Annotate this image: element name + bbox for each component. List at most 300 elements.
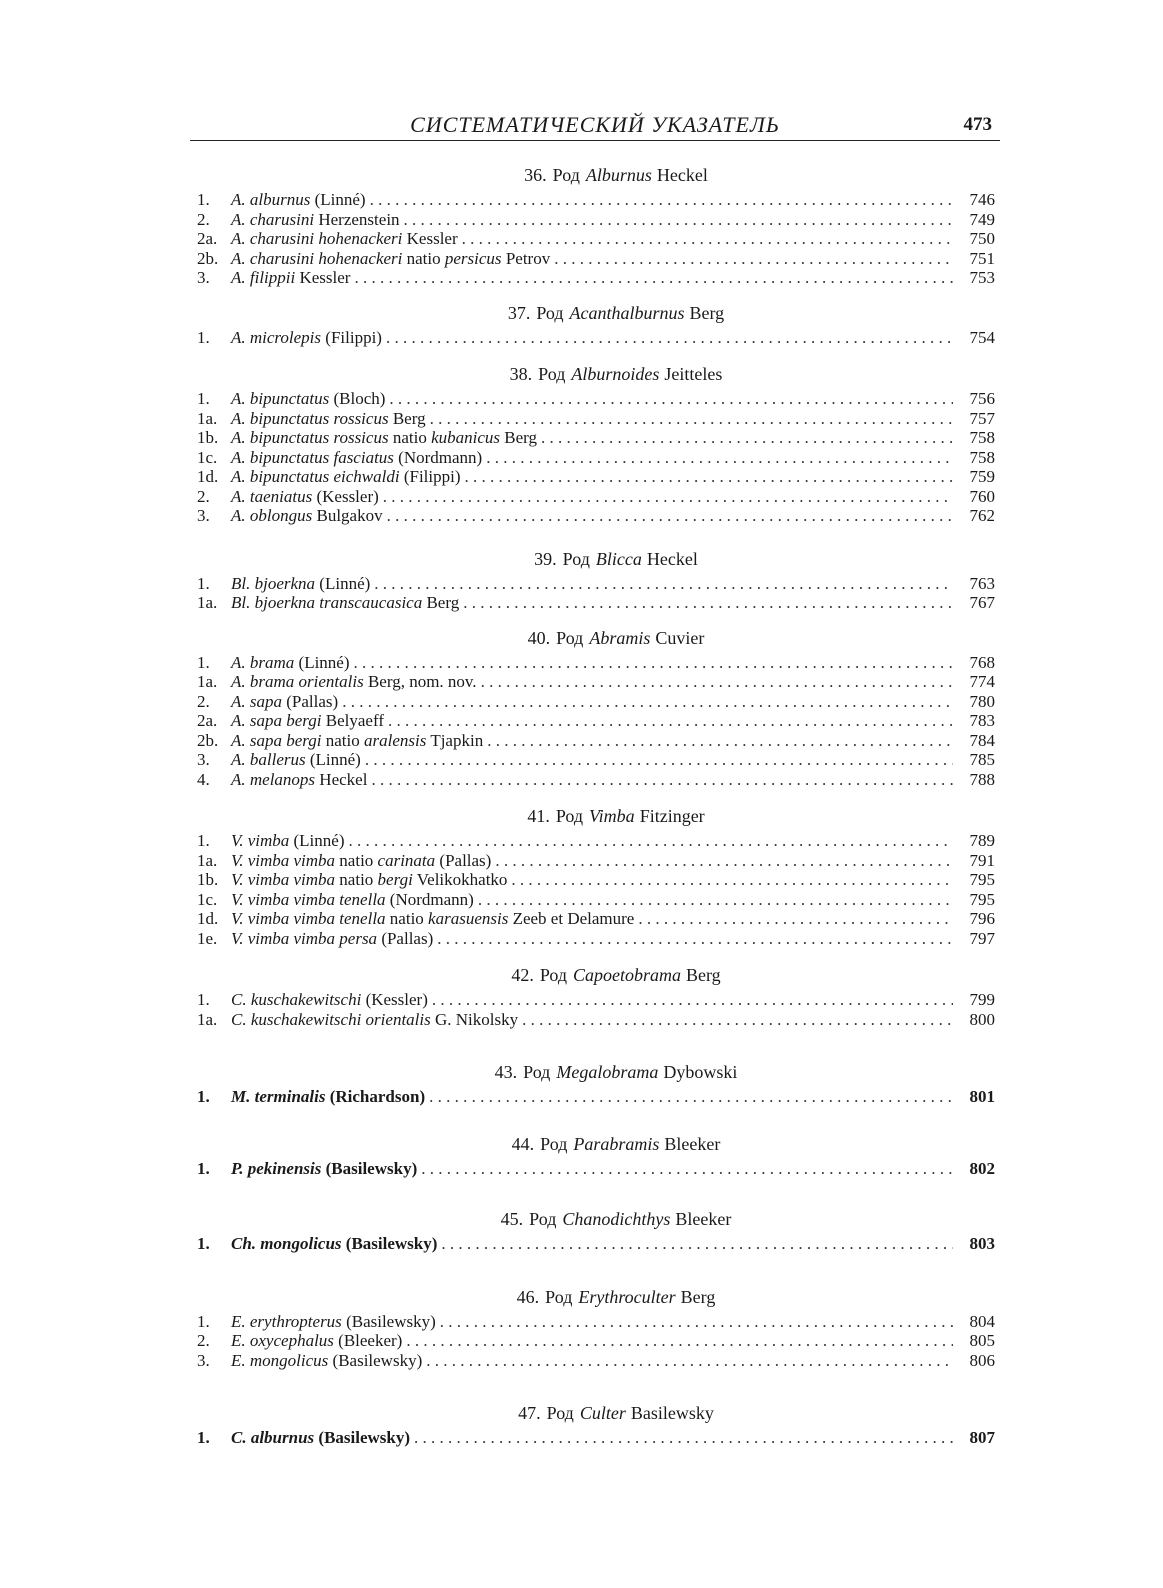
- genus-heading: [197, 300, 995, 326]
- taxon-italic: A. charusini: [231, 209, 315, 229]
- entry-number: 1.: [197, 831, 210, 850]
- page-reference: 780: [969, 691, 995, 711]
- genus-author: Bleeker: [675, 1209, 732, 1229]
- dot-leader: [426, 1351, 953, 1371]
- taxon-author: (Nordmann): [389, 889, 474, 909]
- taxon-italic: P. pekinensis: [231, 1158, 322, 1178]
- natio-name: persicus: [444, 248, 502, 268]
- dot-leader: [389, 389, 953, 409]
- dot-leader: [371, 770, 953, 790]
- index-entry: [197, 750, 995, 770]
- entry-number: 3.: [197, 1350, 210, 1370]
- dot-leader: [421, 1159, 953, 1179]
- taxon-name: [231, 1087, 425, 1107]
- natio-name: kubanicus: [431, 428, 501, 447]
- dot-leader: [406, 1331, 953, 1351]
- species-list: [197, 831, 995, 948]
- taxon-name: [231, 870, 507, 890]
- page-reference: 795: [969, 870, 995, 889]
- taxon-italic: A. taeniatus: [231, 486, 313, 506]
- taxon-name: [231, 711, 384, 731]
- index-entry: [197, 831, 995, 851]
- dot-leader: [478, 890, 953, 910]
- dot-leader: [440, 1312, 953, 1332]
- taxon-name: [231, 1428, 410, 1448]
- taxon-name: [231, 268, 350, 288]
- index-entry: [197, 1234, 995, 1254]
- species-list: [197, 1159, 995, 1179]
- page-reference: 804: [969, 1311, 995, 1331]
- index-entry: [197, 711, 995, 731]
- taxon-name: [231, 990, 428, 1010]
- taxon-italic: A. ballerus: [231, 750, 306, 769]
- taxon-author: Belyaeff: [325, 711, 384, 730]
- page-reference: 757: [969, 408, 995, 428]
- dot-leader: [462, 229, 953, 249]
- taxon-author: (Basilewsky): [325, 1158, 418, 1178]
- taxon-author: Herzenstein: [318, 209, 400, 229]
- taxon-name: [231, 672, 477, 692]
- genus-section: [197, 962, 995, 1029]
- entry-number: 1a.: [197, 850, 218, 870]
- taxon-author: (Linné): [314, 190, 366, 209]
- index-entry: [197, 268, 995, 288]
- genus-name: Vimba: [589, 806, 635, 826]
- taxon-italic: A. sapa bergi: [231, 711, 322, 730]
- dot-leader: [441, 1234, 953, 1254]
- genus-number: 44.: [511, 1133, 535, 1154]
- taxon-name: [231, 731, 483, 751]
- genus-number: 37.: [507, 302, 531, 323]
- genus-name: Chanodichthys: [562, 1209, 671, 1229]
- entry-number: 1.: [197, 990, 210, 1009]
- page-reference: 802: [969, 1158, 995, 1178]
- taxon-author: Berg: [426, 593, 460, 612]
- genus-number: 42.: [511, 965, 534, 985]
- page-reference: 785: [969, 750, 995, 769]
- dot-leader: [404, 210, 953, 230]
- page-reference: 784: [969, 730, 995, 750]
- page-reference: 795: [969, 889, 995, 909]
- genus-number: 46.: [516, 1286, 540, 1307]
- page-reference: 756: [969, 389, 995, 408]
- genus-name: Acanthalburnus: [569, 302, 685, 323]
- dot-leader: [495, 851, 953, 871]
- page-reference: 767: [969, 593, 995, 612]
- genus-word: Род: [555, 806, 584, 826]
- page-reference: 799: [969, 990, 995, 1009]
- page-reference: 788: [969, 769, 995, 789]
- genus-section: [197, 361, 995, 526]
- taxon-italic: A. filippii: [231, 268, 296, 287]
- taxon-name: [231, 851, 491, 871]
- genus-author: Fitzinger: [639, 806, 705, 826]
- genus-word: Род: [540, 1133, 568, 1154]
- page-reference: 751: [969, 248, 995, 268]
- index-entry: [197, 574, 995, 594]
- entry-number: 1a.: [197, 593, 218, 612]
- taxon-italic: A. sapa bergi: [231, 730, 322, 750]
- index-entry: [197, 1428, 995, 1448]
- natio-name: bergi: [377, 870, 413, 889]
- page-reference: 746: [969, 190, 995, 209]
- dot-leader: [465, 467, 954, 487]
- genus-name: Erythroculter: [578, 1286, 676, 1307]
- genus-name: Parabramis: [573, 1133, 660, 1154]
- natio-author: Berg: [504, 428, 538, 447]
- taxon-name: [231, 249, 550, 269]
- index-entry: [197, 428, 995, 448]
- index-entry: [197, 1312, 995, 1332]
- genus-name: Blicca: [595, 548, 642, 569]
- taxon-name: [231, 1351, 422, 1371]
- page-header: [190, 108, 1000, 142]
- taxon-name: [231, 428, 537, 448]
- entry-number: 1e.: [197, 928, 218, 948]
- entry-number: 3.: [197, 268, 210, 287]
- dot-leader: [430, 409, 953, 429]
- page-reference: 803: [969, 1234, 995, 1253]
- taxon-italic: V. vimba vimba tenella: [231, 909, 386, 928]
- index-entry: [197, 1159, 995, 1179]
- species-list: [197, 1312, 995, 1371]
- natio-author: Petrov: [505, 248, 551, 268]
- entry-number: 2.: [197, 486, 210, 506]
- taxon-italic: A. bipunctatus fasciatus: [231, 447, 394, 467]
- genus-heading: [197, 162, 995, 188]
- index-entry: [197, 731, 995, 751]
- taxon-name: [231, 890, 474, 910]
- genus-heading: [197, 1284, 995, 1310]
- entry-number: 1d.: [197, 467, 219, 486]
- genus-word: Род: [546, 1403, 574, 1423]
- entry-number: 1c.: [197, 447, 218, 467]
- index-entry: [197, 506, 995, 526]
- taxon-name: [231, 574, 370, 594]
- species-list: [197, 574, 995, 613]
- genus-section: [197, 1284, 995, 1371]
- entry-number: 2.: [197, 691, 210, 711]
- genus-number: 45.: [500, 1209, 524, 1229]
- natio-name: karasuensis: [428, 909, 509, 928]
- entry-number: 1.: [197, 1234, 210, 1253]
- page-reference: 801: [969, 1087, 995, 1106]
- taxon-author: (Filippi): [403, 467, 461, 486]
- entry-number: 1a.: [197, 1009, 218, 1029]
- index-entry: [197, 990, 995, 1010]
- genus-word: Род: [523, 1062, 551, 1082]
- dot-leader: [522, 1010, 953, 1030]
- entry-number: 1.: [197, 1428, 210, 1447]
- dot-leader: [354, 653, 953, 673]
- taxon-author: (Linné): [293, 831, 345, 850]
- taxon-author: natio: [339, 850, 374, 870]
- page-reference: 800: [969, 1009, 995, 1029]
- taxon-name: [231, 1010, 518, 1030]
- species-list: [197, 328, 995, 348]
- dot-leader: [342, 692, 953, 712]
- taxon-italic: E. erythropterus: [231, 1311, 342, 1331]
- taxon-author: Kessler: [299, 268, 351, 287]
- genus-heading: [197, 803, 995, 829]
- dot-leader: [414, 1428, 953, 1448]
- dot-leader: [388, 711, 953, 731]
- genus-number: 40.: [527, 627, 551, 648]
- dot-leader: [511, 870, 953, 890]
- taxon-italic: V. vimba: [231, 831, 290, 850]
- taxon-author: natio: [392, 428, 427, 447]
- page-reference: 797: [969, 928, 995, 948]
- genus-author: Jeitteles: [664, 364, 723, 384]
- entry-number: 2a.: [197, 229, 218, 248]
- dot-leader: [638, 909, 953, 929]
- taxon-italic: A. bipunctatus: [231, 389, 330, 408]
- taxon-author: (Nordmann): [398, 447, 483, 467]
- taxon-author: (Kessler): [365, 990, 428, 1009]
- index-entry: [197, 770, 995, 790]
- genus-heading: [197, 1131, 995, 1157]
- index-entry: [197, 249, 995, 269]
- entry-number: 3.: [197, 506, 210, 525]
- natio-name: aralensis: [364, 730, 427, 750]
- header-rule: [190, 140, 1000, 141]
- species-list: [197, 990, 995, 1029]
- taxon-name: [231, 909, 634, 929]
- genus-section: [197, 1131, 995, 1179]
- page-reference: 753: [969, 268, 995, 287]
- index-entry: [197, 467, 995, 487]
- entry-number: 2a.: [197, 711, 218, 730]
- taxon-name: [231, 1312, 436, 1332]
- genus-word: Род: [539, 965, 568, 985]
- taxon-italic: Ch. mongolicus: [231, 1234, 342, 1253]
- page-reference: 796: [969, 909, 995, 928]
- genus-section: [197, 625, 995, 790]
- genus-number: 38.: [509, 364, 533, 384]
- genus-word: Род: [562, 548, 590, 569]
- taxon-italic: E. mongolicus: [231, 1350, 329, 1370]
- page-reference: 763: [969, 573, 995, 593]
- genus-name: Alburnus: [585, 165, 652, 185]
- taxon-name: [231, 448, 482, 468]
- index-entry: [197, 328, 995, 348]
- entry-number: 1b.: [197, 870, 219, 889]
- genus-heading: [197, 1206, 995, 1232]
- taxon-italic: A. brama orientalis: [231, 672, 364, 691]
- entry-number: 1c.: [197, 889, 218, 909]
- taxon-author: (Pallas): [381, 928, 434, 948]
- index-entry: [197, 389, 995, 409]
- taxon-name: [231, 328, 382, 348]
- systematic-index: [197, 162, 995, 1448]
- genus-number: 36.: [524, 165, 547, 185]
- dot-leader: [487, 731, 953, 751]
- taxon-author: (Basilewsky): [345, 1234, 438, 1253]
- index-entry: [197, 692, 995, 712]
- taxon-author: (Pallas): [286, 691, 339, 711]
- taxon-name: [231, 389, 385, 409]
- entry-number: 1.: [197, 190, 210, 209]
- taxon-author: Bulgakov: [316, 506, 383, 525]
- page-reference: 791: [969, 850, 995, 870]
- entry-number: 1.: [197, 1311, 210, 1331]
- index-entry: [197, 890, 995, 910]
- page-reference: 789: [969, 831, 995, 850]
- dot-leader: [370, 190, 953, 210]
- entry-number: 1d.: [197, 909, 219, 928]
- genus-author: Bleeker: [664, 1133, 721, 1154]
- taxon-italic: V. vimba vimba: [231, 870, 336, 889]
- entry-number: 1.: [197, 1158, 210, 1178]
- dot-leader: [386, 328, 953, 348]
- index-entry: [197, 229, 995, 249]
- species-list: [197, 389, 995, 526]
- page-reference: 749: [969, 209, 995, 229]
- taxon-name: [231, 593, 459, 613]
- entry-number: 1.: [197, 389, 210, 408]
- genus-word: Род: [529, 1209, 557, 1229]
- genus-section: [197, 803, 995, 948]
- genus-section: [197, 1400, 995, 1448]
- genus-author: Heckel: [646, 548, 698, 569]
- genus-heading: [197, 1059, 995, 1085]
- genus-word: Род: [552, 165, 580, 185]
- genus-word: Род: [536, 302, 564, 323]
- taxon-author: (Bleeker): [338, 1331, 403, 1350]
- page-reference: 760: [969, 486, 995, 506]
- dot-leader: [541, 428, 953, 448]
- taxon-italic: A. bipunctatus rossicus: [231, 428, 389, 447]
- index-entry: [197, 487, 995, 507]
- taxon-author: (Bloch): [333, 389, 386, 408]
- taxon-author: Berg, nom. nov.: [367, 672, 477, 691]
- taxon-author: (Linné): [319, 573, 371, 593]
- page-reference: 759: [969, 467, 995, 486]
- taxon-author: G. Nikolsky: [434, 1009, 519, 1029]
- genus-author: Dybowski: [663, 1062, 738, 1082]
- taxon-author: natio: [406, 248, 441, 268]
- page-reference: 783: [969, 711, 995, 730]
- genus-number: 47.: [518, 1403, 541, 1423]
- taxon-italic: A. microlepis: [231, 327, 322, 347]
- taxon-name: [231, 467, 461, 487]
- genus-section: [197, 1206, 995, 1254]
- entry-number: 1a.: [197, 408, 218, 428]
- dot-leader: [437, 929, 953, 949]
- taxon-name: [231, 229, 458, 249]
- genus-section: [197, 1059, 995, 1107]
- natio-author: (Pallas): [439, 850, 492, 870]
- entry-number: 1.: [197, 327, 210, 347]
- genus-number: 39.: [534, 548, 557, 569]
- index-entry: [197, 448, 995, 468]
- genus-heading: [197, 361, 995, 387]
- page-reference: 750: [969, 229, 995, 248]
- genus-section: [197, 546, 995, 613]
- entry-number: 2b.: [197, 248, 219, 268]
- genus-section: [197, 162, 995, 288]
- dot-leader: [429, 1087, 953, 1107]
- dot-leader: [374, 574, 953, 594]
- taxon-author: Berg: [392, 408, 426, 428]
- page-reference: 774: [969, 672, 995, 691]
- taxon-italic: C. kuschakewitschi orientalis: [231, 1009, 431, 1029]
- taxon-author: Kessler: [406, 229, 458, 248]
- index-entry: [197, 190, 995, 210]
- index-entry: [197, 1331, 995, 1351]
- entry-number: 4.: [197, 769, 210, 789]
- taxon-italic: V. vimba vimba persa: [231, 928, 378, 948]
- index-entry: [197, 929, 995, 949]
- species-list: [197, 653, 995, 790]
- species-list: [197, 1087, 995, 1107]
- dot-leader: [387, 506, 953, 526]
- page-reference: 805: [969, 1331, 995, 1350]
- taxon-italic: A. bipunctatus rossicus: [231, 408, 389, 428]
- entry-number: 3.: [197, 750, 210, 769]
- dot-leader: [365, 750, 953, 770]
- index-entry: [197, 672, 995, 692]
- page-reference: 768: [969, 652, 995, 672]
- taxon-author: (Basilewsky): [318, 1428, 411, 1447]
- taxon-author: (Basilewsky): [332, 1350, 423, 1370]
- genus-name: Culter: [579, 1403, 626, 1423]
- index-entry: [197, 409, 995, 429]
- genus-word: Род: [545, 1286, 573, 1307]
- genus-heading: [197, 1400, 995, 1426]
- taxon-name: [231, 750, 361, 770]
- taxon-italic: A. melanops: [231, 769, 316, 789]
- index-entry: [197, 851, 995, 871]
- taxon-author: (Richardson): [329, 1087, 426, 1106]
- taxon-italic: C. kuschakewitschi: [231, 990, 362, 1009]
- genus-section: [197, 300, 995, 348]
- genus-name: Capoetobrama: [573, 965, 682, 985]
- genus-author: Berg: [680, 1286, 716, 1307]
- taxon-name: [231, 190, 366, 210]
- dot-leader: [354, 268, 953, 288]
- taxon-italic: V. vimba vimba: [231, 850, 336, 870]
- dot-leader: [463, 593, 953, 613]
- entry-number: 1b.: [197, 428, 219, 447]
- page-reference: 758: [969, 447, 995, 467]
- page-reference: 762: [969, 506, 995, 525]
- dot-leader: [486, 448, 953, 468]
- taxon-name: [231, 929, 433, 949]
- entry-number: 1a.: [197, 672, 218, 691]
- index-entry: [197, 870, 995, 890]
- natio-author: Zeeb et Delamure: [512, 909, 635, 928]
- taxon-italic: A. bipunctatus eichwaldi: [231, 467, 400, 486]
- taxon-italic: V. vimba vimba tenella: [231, 889, 386, 909]
- index-entry: [197, 909, 995, 929]
- taxon-italic: A. charusini hohenackeri: [231, 248, 403, 268]
- taxon-italic: Bl. bjoerkna: [231, 573, 316, 593]
- genus-word: Род: [538, 364, 566, 384]
- page-reference: 754: [969, 327, 995, 347]
- taxon-italic: A. oblongus: [231, 506, 313, 525]
- taxon-italic: A. alburnus: [231, 190, 311, 209]
- genus-author: Berg: [686, 965, 721, 985]
- taxon-author: (Linné): [298, 652, 350, 672]
- index-entry: [197, 593, 995, 613]
- entry-number: 1.: [197, 652, 210, 672]
- taxon-author: (Filippi): [325, 327, 382, 347]
- taxon-italic: E. oxycephalus: [231, 1331, 334, 1350]
- genus-name: Megalobrama: [556, 1062, 659, 1082]
- taxon-name: [231, 210, 400, 230]
- index-entry: [197, 1351, 995, 1371]
